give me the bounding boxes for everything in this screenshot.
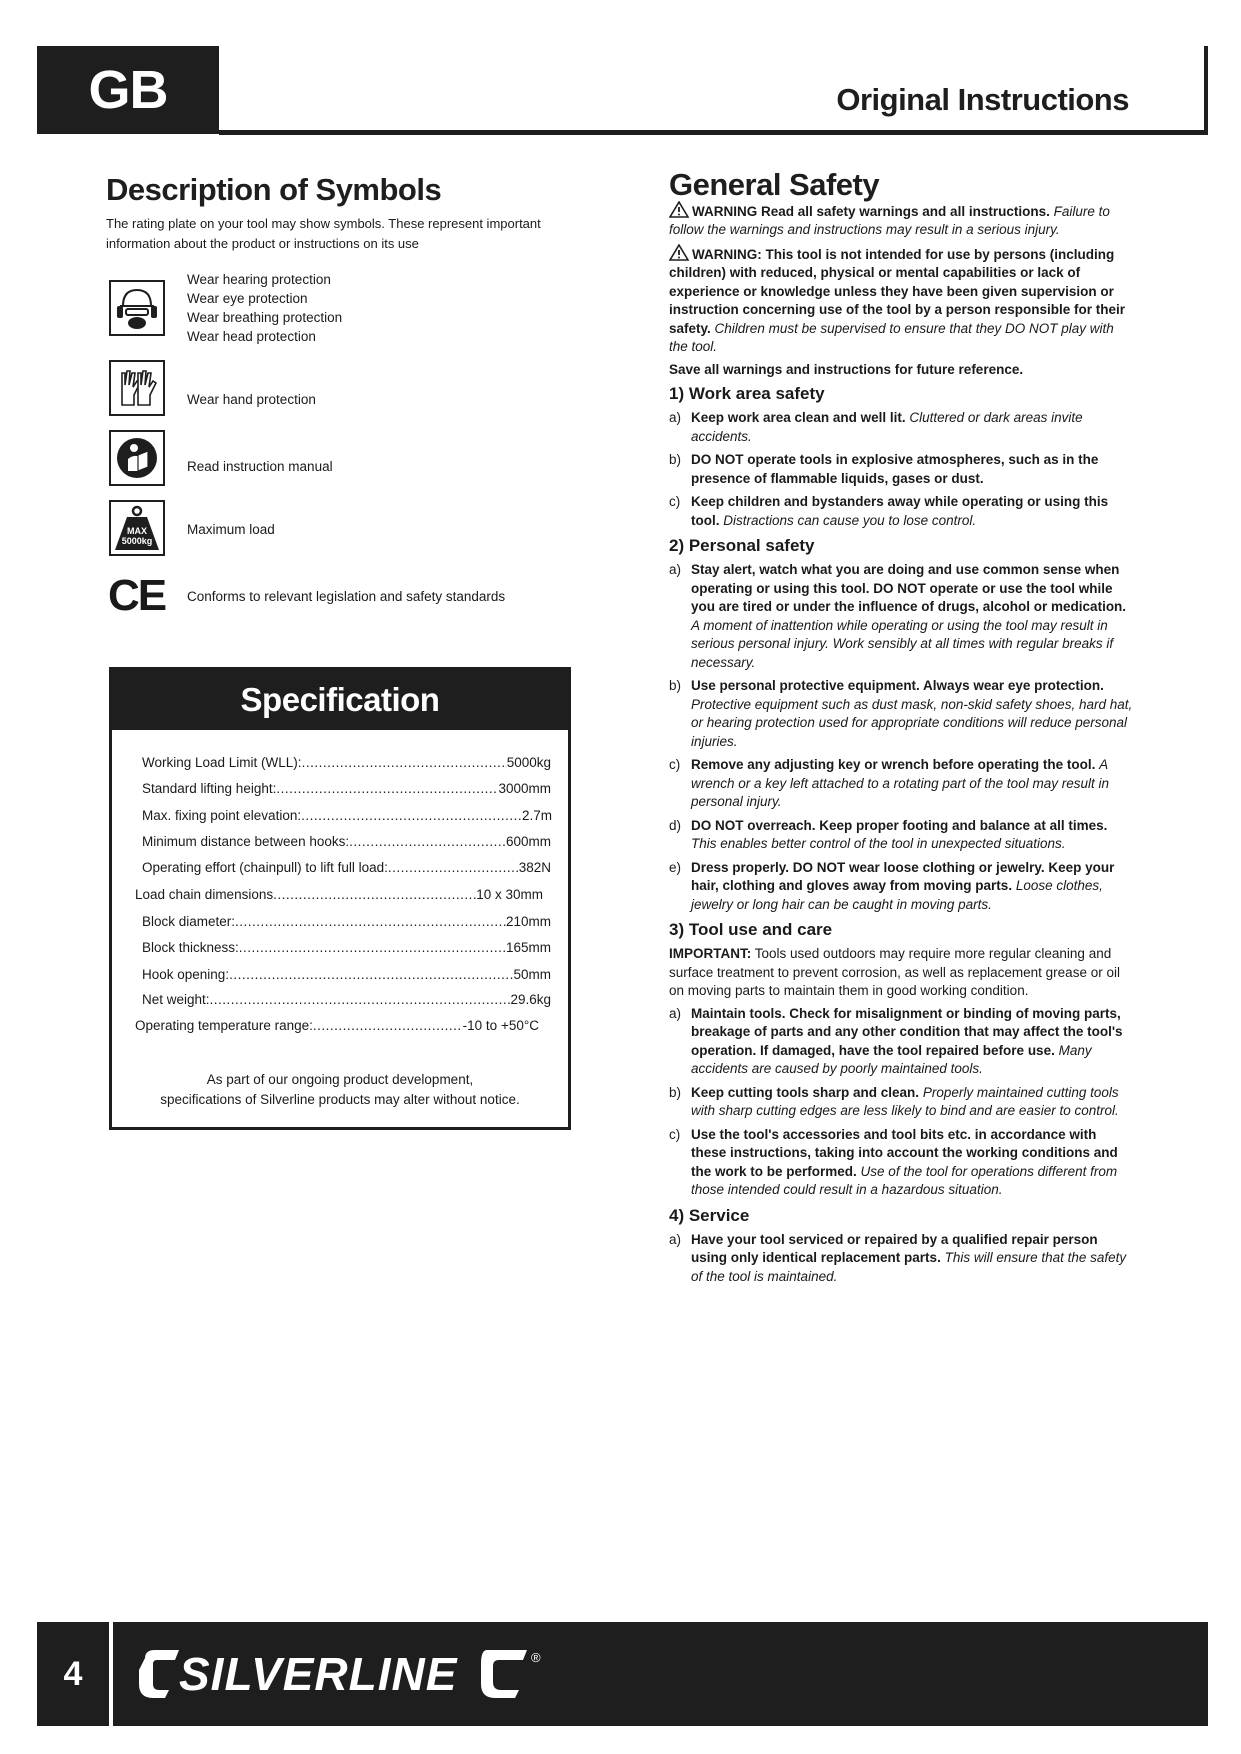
- spec-row: Working Load Limit (WLL): ..... 5000kg: [142, 754, 551, 772]
- specification-title: Specification: [112, 670, 568, 730]
- language-badge: GB: [37, 46, 219, 134]
- list-item: c) Keep children and bystanders away while operating or using this tool. Distractions can cause you to lose control.: [669, 494, 1109, 528]
- label-eye: Wear eye protection: [187, 291, 308, 306]
- spec-row: Block diameter: ..... 210mm: [142, 913, 551, 931]
- section-tool-use-title: 3) Tool use and care: [669, 920, 833, 939]
- manual-icon: [109, 430, 165, 486]
- spec-note-line1: As part of our ongoing product development,: [206, 1072, 474, 1087]
- warning-triangle-icon: [669, 201, 689, 218]
- spec-row: Load chain dimensions ..... 10 x 30mm: [135, 886, 543, 904]
- registered-mark: ®: [531, 1650, 541, 1665]
- general-safety-section: [669, 167, 1134, 1291]
- list-item: b) Keep cutting tools sharp and clean. Properly maintained cutting tools with sharp cutting edges are less likely to bind and are easier to control.: [669, 1084, 1119, 1118]
- important-note: IMPORTANT: Tools used outdoors may require more regular cleaning and surface treatment to prevent corrosion, as well as replacement grease or oil on moving parts to maintain them in good working condition.: [669, 946, 1120, 998]
- save-instructions: Save all warnings and instructions for future reference.: [669, 361, 1024, 377]
- label-ce: Conforms to relevant legislation and safety standards: [187, 589, 506, 604]
- load-text: 5000kg: [121, 536, 153, 546]
- section-work-area-title: 1) Work area safety: [669, 384, 825, 403]
- page-number: 4: [63, 1655, 83, 1693]
- ce-mark-icon: CE: [108, 571, 166, 620]
- list-item: c) Remove any adjusting key or wrench before operating the tool. A wrench or a key left attached to a rotating part of the tool may result in personal injury.: [669, 757, 1109, 809]
- footer-separator: [109, 1622, 113, 1726]
- list-item: c) Use the tool's accessories and tool bits etc. in accordance with these instructions, taking into account the working conditions and the work to be performed. Use of the tool for operations different from those intended could result in a hazardous situation.: [669, 1126, 1118, 1197]
- spec-row: Standard lifting height: ..... 3000mm: [142, 780, 551, 798]
- label-max-load: Maximum load: [187, 522, 275, 537]
- symbol-labels-ppe: [187, 270, 342, 346]
- max-load-icon: [109, 500, 165, 556]
- section-service-title: 4) Service: [669, 1205, 750, 1225]
- section-personal-safety-title: 2) Personal safety: [669, 536, 815, 555]
- list-item: b) DO NOT operate tools in explosive atmospheres, such as in the presence of flammable liquids, gases or dust.: [669, 452, 1099, 486]
- symbols-title: Description of Symbols: [106, 172, 442, 207]
- spec-row: Operating temperature range: ..... -10 to +50°C: [135, 1017, 539, 1035]
- list-item: b) Use personal protective equipment. Always wear eye protection. Protective equipment such as dust mask, non-skid safety shoes, hard hat, or hearing protection used for appropriate conditions will reduce personal injuries.: [669, 678, 1133, 749]
- label-breathing: Wear breathing protection: [187, 310, 343, 325]
- spec-row: Hook opening: ..... 50mm: [142, 966, 551, 984]
- spec-row: Net weight: ..... 29.6kg: [142, 991, 551, 1009]
- header-title: Original Instructions: [836, 82, 1129, 117]
- label-hearing: Wear hearing protection: [187, 272, 331, 287]
- silverline-logo: [135, 1640, 555, 1713]
- weight-shape: [113, 504, 161, 552]
- spec-row: Operating effort (chainpull) to lift full load: ..... 382N: [142, 859, 551, 877]
- spec-note-line2: specifications of Silverline products may alter without notice.: [160, 1092, 520, 1107]
- specification-box: [109, 667, 571, 1130]
- list-item: a) Keep work area clean and well lit. Cluttered or dark areas invite accidents.: [669, 410, 1083, 444]
- list-item: a) Maintain tools. Check for misalignment or binding of moving parts, breakage of parts and any other condition that may affect the tool's operation. If damaged, have the tool repaired before use. Many accidents are caused by poorly maintained tools.: [669, 1005, 1123, 1076]
- list-item: e) Dress properly. DO NOT wear loose clothing or jewelry. Keep your hair, clothing and gloves away from moving parts. Loose clothes, jewelry or long hair can be caught in moving parts.: [669, 859, 1115, 912]
- list-item: a) Stay alert, watch what you are doing and use common sense when operating or using this tool. DO NOT operate or use the tool while you are tired or under the influence of drugs, alcohol or medication. A moment of inattention while operating or using the tool may result in serious personal injury. Work sensibly at all times with regular breaks if necessary.: [669, 562, 1127, 670]
- header-rule: [219, 130, 1208, 135]
- list-item: d) DO NOT overreach. Keep proper footing and balance at all times. This enables better control of the tool in unexpected situations.: [669, 817, 1108, 851]
- warning-triangle-icon: [669, 244, 689, 261]
- symbols-section: [106, 172, 546, 254]
- spec-row: Block thickness: ..... 165mm: [142, 939, 551, 957]
- symbols-intro: The rating plate on your tool may show symbols. These represent important information about the product or instructions on its use: [106, 216, 541, 251]
- warning-1: WARNING Read all safety warnings and all instructions. Failure to follow the warnings and instructions may result in a serious injury.: [669, 201, 1134, 240]
- header-edge: [1204, 46, 1208, 135]
- brand-text: SILVERLINE: [179, 1648, 458, 1700]
- label-head: Wear head protection: [187, 329, 316, 344]
- label-manual: Read instruction manual: [187, 459, 333, 474]
- spec-row: Minimum distance between hooks: ..... 600mm: [142, 833, 551, 851]
- warning-2: WARNING: This tool is not intended for use by persons (including children) with reduced, physical or mental capabilities or lack of experience or knowledge unless they have been given supervision or instruction concerning use of the tool by a person responsible for their safety. Children must be supervised to ensure that they DO NOT play with the tool.: [669, 244, 1134, 357]
- max-text: MAX: [127, 526, 147, 536]
- spec-row: Max. fixing point elevation: ..... 2.7m: [142, 807, 552, 825]
- label-hand: Wear hand protection: [187, 392, 316, 407]
- gloves-icon: [109, 360, 165, 416]
- ppe-head-icon: [109, 280, 165, 336]
- list-item: a) Have your tool serviced or repaired by a qualified repair person using only identical replacement parts. This will ensure that the safety of the tool is maintained.: [669, 1231, 1127, 1284]
- safety-title: General Safety: [669, 167, 880, 202]
